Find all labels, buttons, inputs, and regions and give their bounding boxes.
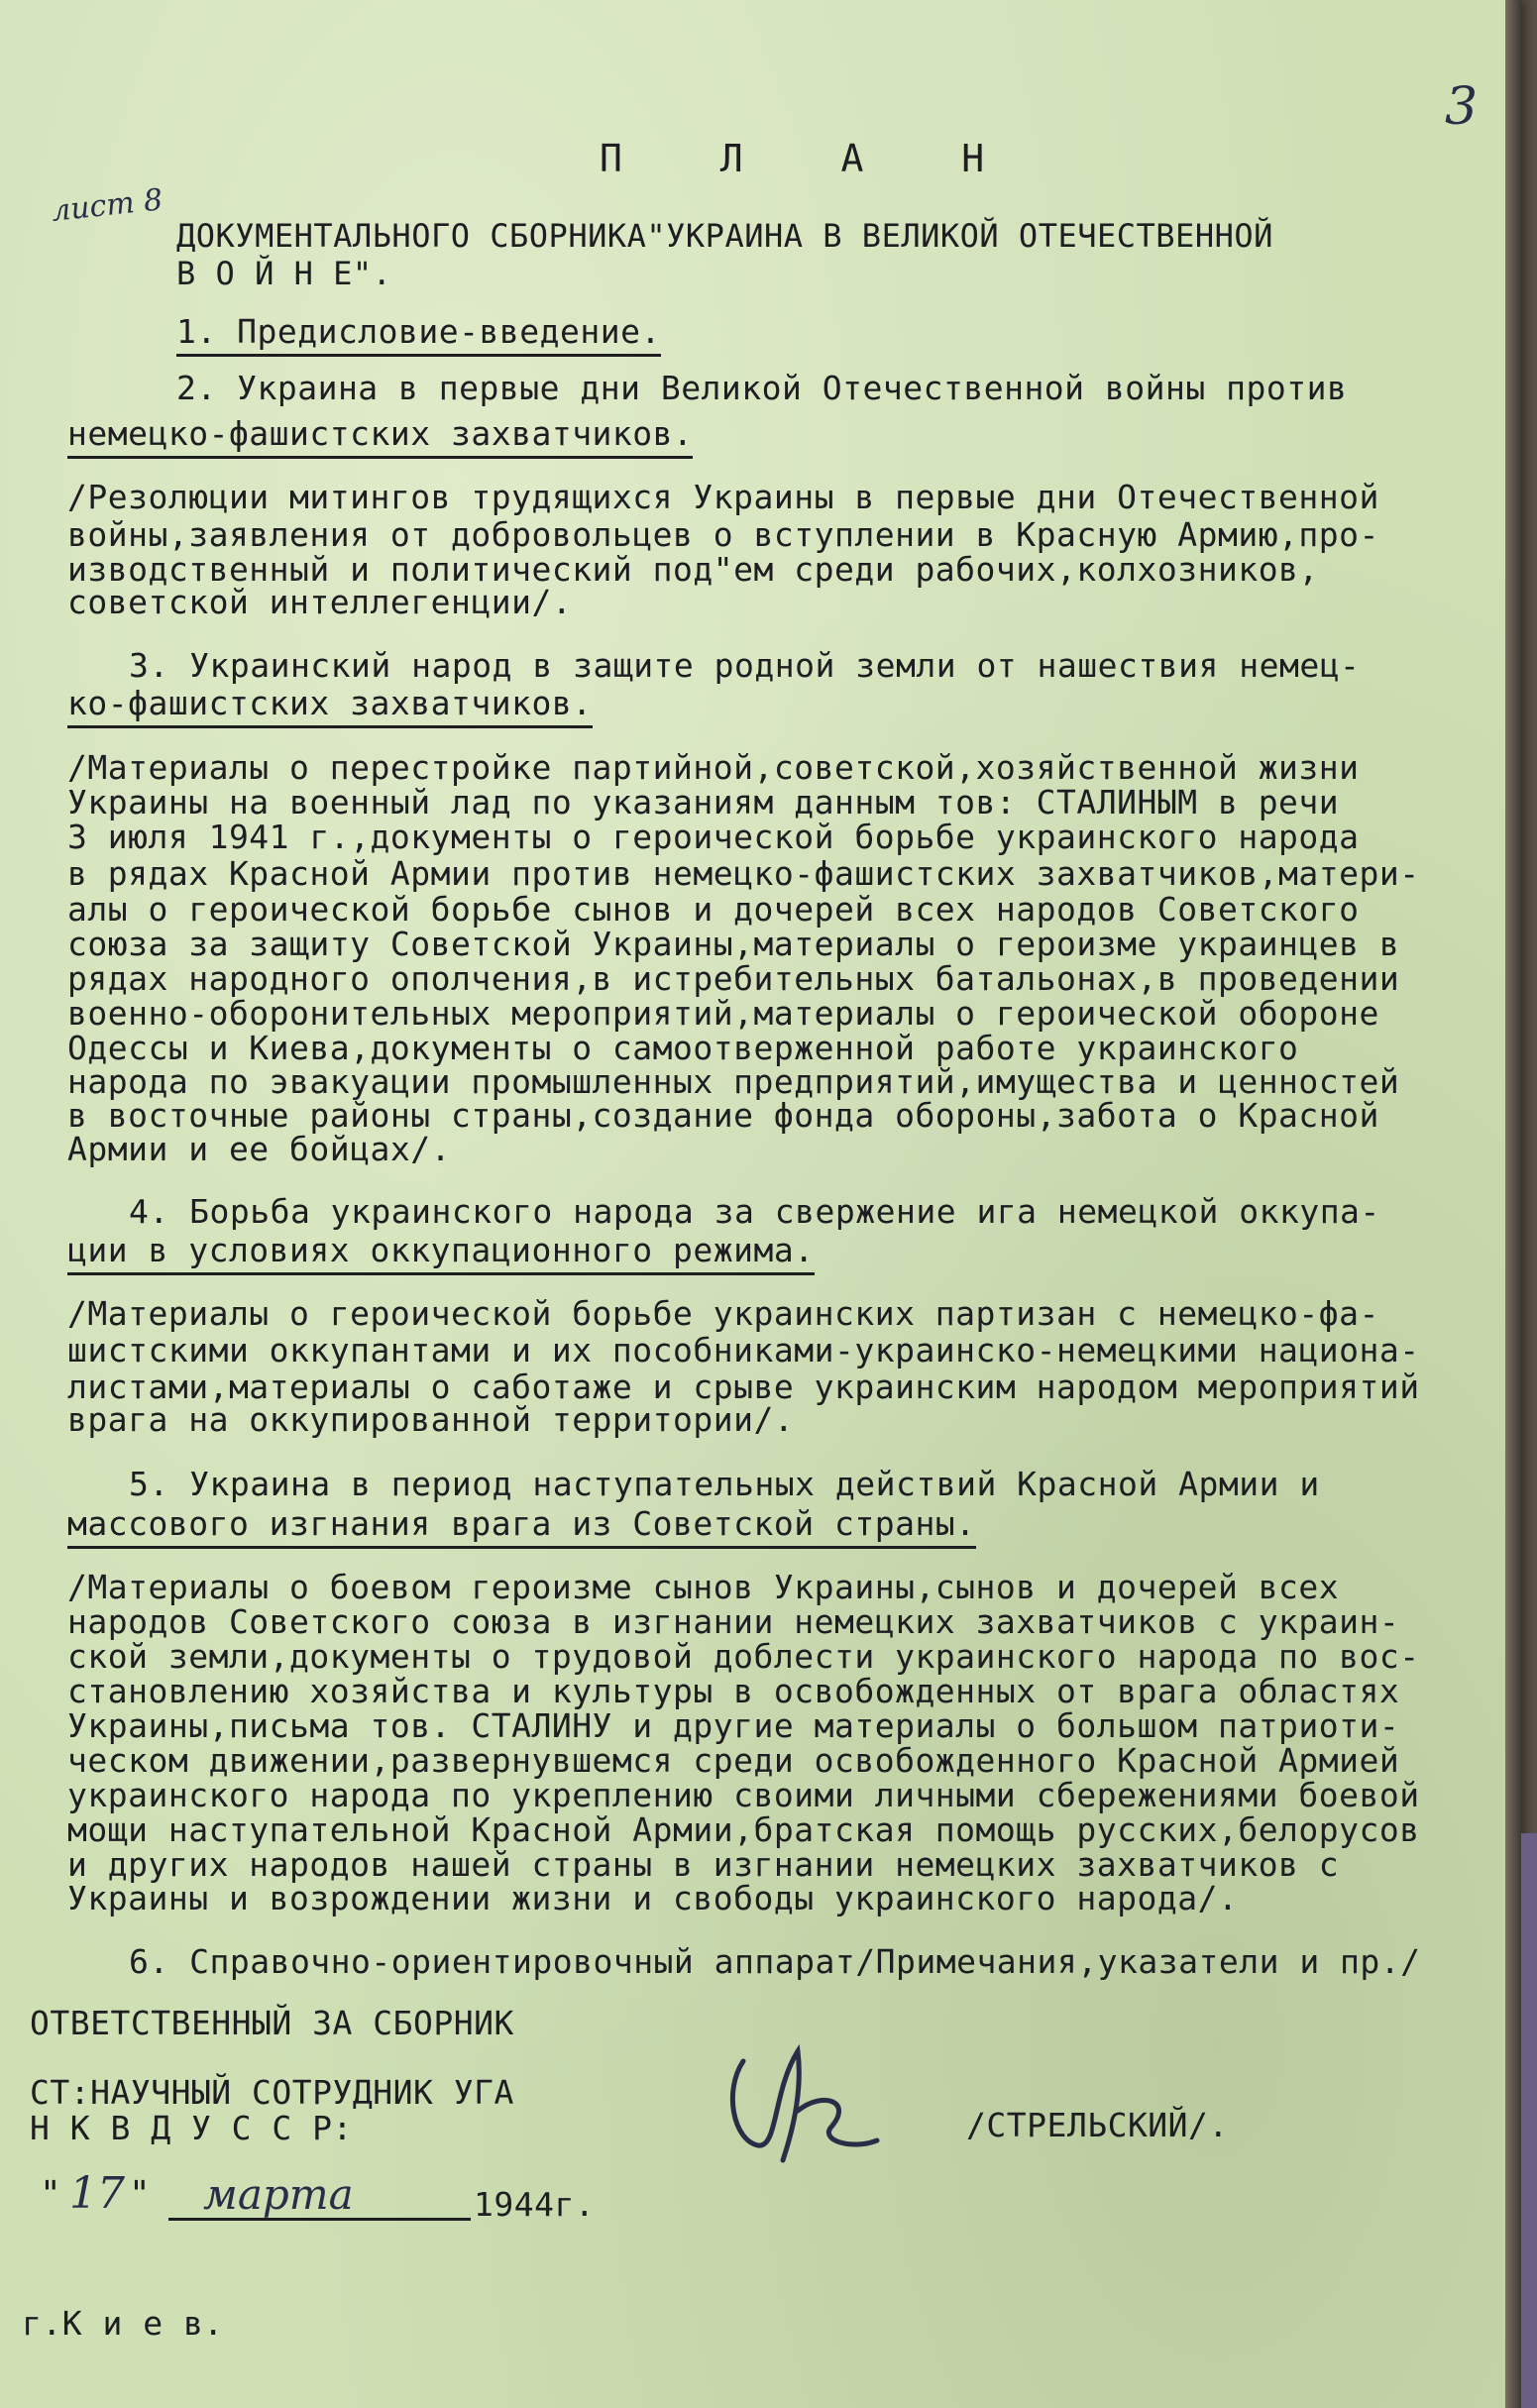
handwritten-signature xyxy=(704,2031,902,2180)
section-4-heading-line-1: 4. Борьба украинского народа за свержение ига немецкой оккупа- xyxy=(129,1192,1380,1231)
section-5-body-line-10: Украины и возрождении жизни и свободы украинского народа/. xyxy=(67,1879,1239,1917)
position-line-1: СТ:НАУЧНЫЙ СОТРУДНИК УГА xyxy=(30,2073,514,2112)
date-day: 17 xyxy=(69,2168,125,2219)
responsible-label: ОТВЕТСТВЕННЫЙ ЗА СБОРНИК xyxy=(30,2004,514,2042)
section-5-body-line-2: народов Советского союза в изгнании немецких захватчиков с украин- xyxy=(67,1602,1400,1641)
section-3-heading-line-2: ко-фашистских захватчиков. xyxy=(67,684,593,728)
city-label: г.К и е в. xyxy=(22,2304,224,2343)
signatory-name: /СТРЕЛЬСКИЙ/. xyxy=(966,2106,1229,2144)
section-2-heading-line-1: 2. Украина в первые дни Великой Отечественной войны против xyxy=(176,369,1348,407)
document-title: П Л А Н xyxy=(600,137,1023,180)
section-2-body-line-1: /Резолюции митингов трудящихся Украины в первые дни Отечественной xyxy=(67,478,1379,516)
section-3-body-line-8: военно-оборонительных мероприятий,материалы о героической обороне xyxy=(67,994,1379,1033)
position-line-2: Н К В Д У С С Р: xyxy=(30,2109,353,2147)
section-5-body-line-6: ческом движении,развернувшемся среди освобожденного Красной Армией xyxy=(67,1741,1400,1780)
section-3-body-line-5: алы о героической борьбе сынов и дочерей всех народов Советского xyxy=(67,890,1360,929)
date-year: 1944г. xyxy=(474,2185,596,2224)
section-2-body-line-4: советской интеллегенции/. xyxy=(67,583,573,621)
date-underline xyxy=(168,2218,471,2221)
document-subtitle-line-1: ДОКУМЕНТАЛЬНОГО СБОРНИКА"УКРАИНА В ВЕЛИКОЙ ОТЕЧЕСТВЕННОЙ xyxy=(176,217,1273,255)
section-3-body-line-1: /Материалы о перестройке партийной,советской,хозяйственной жизни xyxy=(67,748,1360,787)
section-5-body-line-8: мощи наступательной Красной Армии,братская помощь русских,белорусов xyxy=(67,1810,1420,1849)
section-4-body-line-2: шистскими оккупантами и их пособниками-украинско-немецкими национа- xyxy=(67,1331,1420,1369)
section-4-body-line-4: врага на оккупированной территории/. xyxy=(67,1400,795,1439)
section-2-heading-line-2: немецко-фашистских захватчиков. xyxy=(67,414,693,459)
section-3-body-line-6: союза за защиту Советской Украины,материалы о героизме украинцев в xyxy=(67,925,1400,963)
folder-edge xyxy=(1521,1833,1537,2408)
section-5-body-line-4: становлению хозяйства и культуры в освобожденных от врага областях xyxy=(67,1672,1400,1710)
section-5-body-line-3: ской земли,документы о трудовой доблести украинского народа по вос- xyxy=(67,1637,1420,1676)
section-3-body-line-3: 3 июля 1941 г.,документы о героической борьбе украинского народа xyxy=(67,818,1360,856)
section-5-heading-line-2: массового изгнания врага из Советской страны. xyxy=(67,1504,976,1549)
section-4-heading-line-2: ции в условиях оккупационного режима. xyxy=(67,1231,815,1275)
section-2-body-line-2: войны,заявления от добровольцев о вступлении в Красную Армию,про- xyxy=(67,515,1379,554)
document-subtitle-line-2: В О Й Н Е". xyxy=(176,255,392,292)
section-5-body-line-9: и других народов нашей страны в изгнании немецких захватчиков с xyxy=(67,1845,1340,1884)
section-3-body-line-9: Одессы и Киева,документы о самоотверженной работе украинского xyxy=(67,1029,1299,1067)
section-6-heading: 6. Справочно-ориентировочный аппарат/Примечания,указатели и пр./ xyxy=(129,1942,1421,1981)
section-2-body-line-3: изводственный и политический под"ем среди рабочих,колхозников, xyxy=(67,550,1319,589)
section-4-body-line-3: листами,материалы о саботаже и срыве украинским народом мероприятий xyxy=(67,1368,1420,1406)
section-1-heading: 1. Предисловие-введение. xyxy=(176,312,661,357)
section-3-body-line-4: в рядах Красной Армии против немецко-фашистских захватчиков,матери- xyxy=(67,854,1420,893)
date-open-quote: " xyxy=(40,2174,62,2215)
section-5-heading-line-1: 5. Украина в период наступательных действий Красной Армии и xyxy=(129,1465,1320,1503)
section-5-body-line-7: украинского народа по укреплению своими личными сбережениями боевой xyxy=(67,1776,1420,1814)
page-edge xyxy=(1505,0,1521,2408)
section-5-body-line-5: Украины,письма тов. СТАЛИНУ и другие материалы о большом патриоти- xyxy=(67,1706,1400,1745)
section-3-heading-line-1: 3. Украинский народ в защите родной земли от нашествия немец- xyxy=(129,646,1361,685)
section-3-body-line-2: Украины на военный лад по указаниям данным тов: СТАЛИНЫМ в речи xyxy=(67,783,1340,821)
date-close-quote: " xyxy=(129,2174,152,2215)
section-4-body-line-1: /Материалы о героической борьбе украинских партизан с немецко-фа- xyxy=(67,1294,1379,1333)
section-5-body-line-1: /Материалы о боевом героизме сынов Украины,сынов и дочерей всех xyxy=(67,1568,1340,1606)
margin-note: лист 8 xyxy=(50,182,165,229)
section-3-body-line-11: в восточные районы страны,создание фонда обороны,забота о Красной xyxy=(67,1096,1379,1135)
section-3-body-line-12: Армии и ее бойцах/. xyxy=(67,1130,451,1168)
section-3-body-line-7: рядах народного ополчения,в истребительных батальонах,в проведении xyxy=(67,959,1400,998)
page-number: 3 xyxy=(1445,77,1479,137)
date-month: марта xyxy=(203,2170,354,2219)
section-3-body-line-10: народа по эвакуации промышленных предприятий,имущества и ценностей xyxy=(67,1062,1400,1101)
